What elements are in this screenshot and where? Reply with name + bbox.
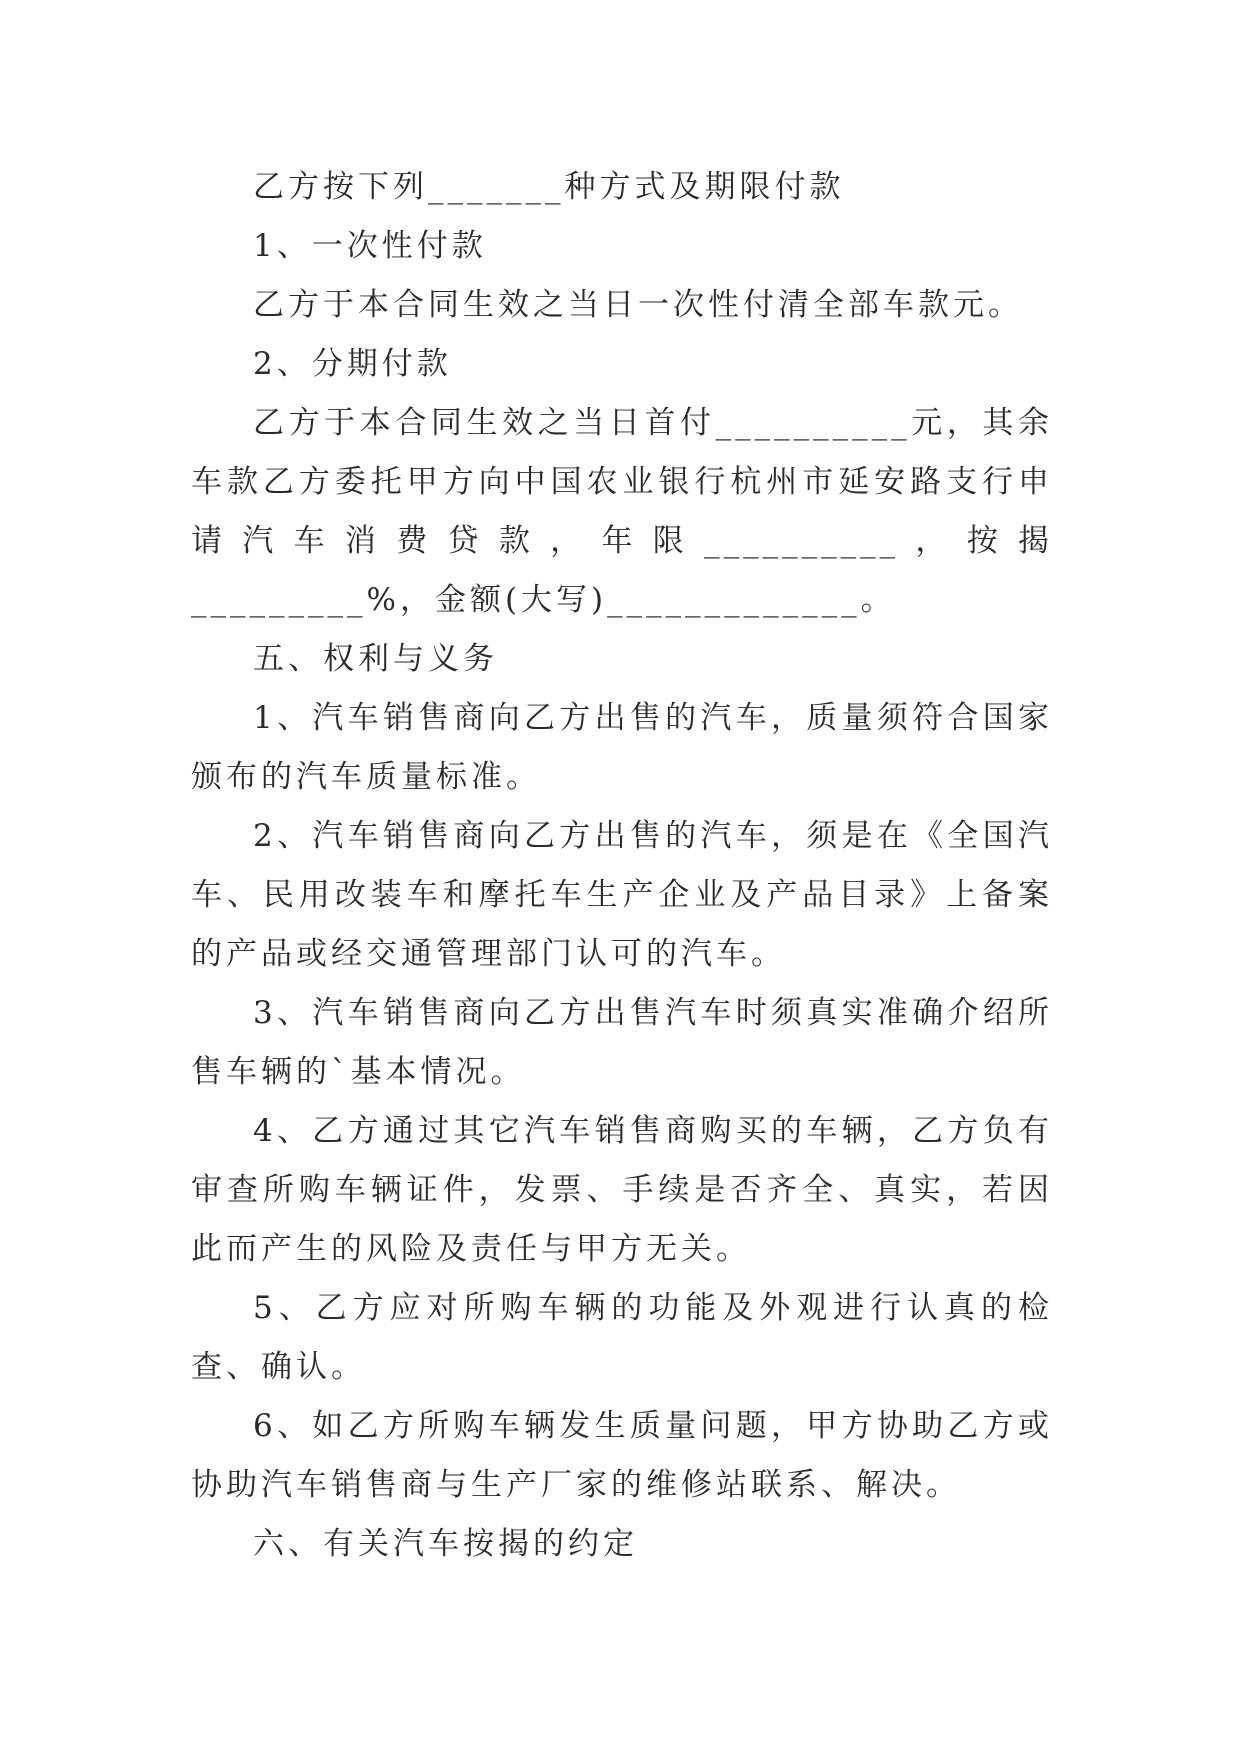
paragraph-clause-6: 6、如乙方所购车辆发生质量问题，甲方协助乙方或协助汽车销售商与生产厂家的维修站联系、解决。 bbox=[191, 1408, 1053, 1503]
section-heading-rights-obligations: 五、权利与义务 bbox=[253, 641, 498, 677]
paragraph-installment-detail: 乙方于本合同生效之当日首付__________元，其余车款乙方委托甲方向中国农业银行杭州市延安路支行申请汽车消费贷款，年限__________，按揭_________%，金额(大写)_____________。 bbox=[191, 405, 1053, 618]
paragraph-clause-2: 2、汽车销售商向乙方出售的汽车，须是在《全国汽车、民用改装车和摩托车生产企业及产品目录》上备案的产品或经交通管理部门认可的汽车。 bbox=[191, 818, 1053, 972]
paragraph-clause-1: 1、汽车销售商向乙方出售的汽车，质量须符合国家颁布的汽车质量标准。 bbox=[191, 700, 1053, 795]
section-heading-mortgage: 六、有关汽车按揭的约定 bbox=[253, 1526, 638, 1562]
paragraph-payment-method: 乙方按下列_______种方式及期限付款 bbox=[253, 169, 845, 205]
document-body bbox=[191, 158, 1053, 1574]
paragraph-lump-sum-detail: 乙方于本合同生效之当日一次性付清全部车款元。 bbox=[253, 287, 1023, 323]
paragraph-clause-5: 5、乙方应对所购车辆的功能及外观进行认真的检查、确认。 bbox=[191, 1290, 1053, 1385]
paragraph-lump-sum-heading: 1、一次性付款 bbox=[253, 228, 487, 264]
paragraph-installment-heading: 2、分期付款 bbox=[253, 346, 452, 382]
paragraph-clause-4: 4、乙方通过其它汽车销售商购买的车辆，乙方负有审查所购车辆证件，发票、手续是否齐全、真实，若因此而产生的风险及责任与甲方无关。 bbox=[191, 1113, 1053, 1267]
paragraph-clause-3: 3、汽车销售商向乙方出售汽车时须真实准确介绍所售车辆的`基本情况。 bbox=[191, 995, 1053, 1090]
